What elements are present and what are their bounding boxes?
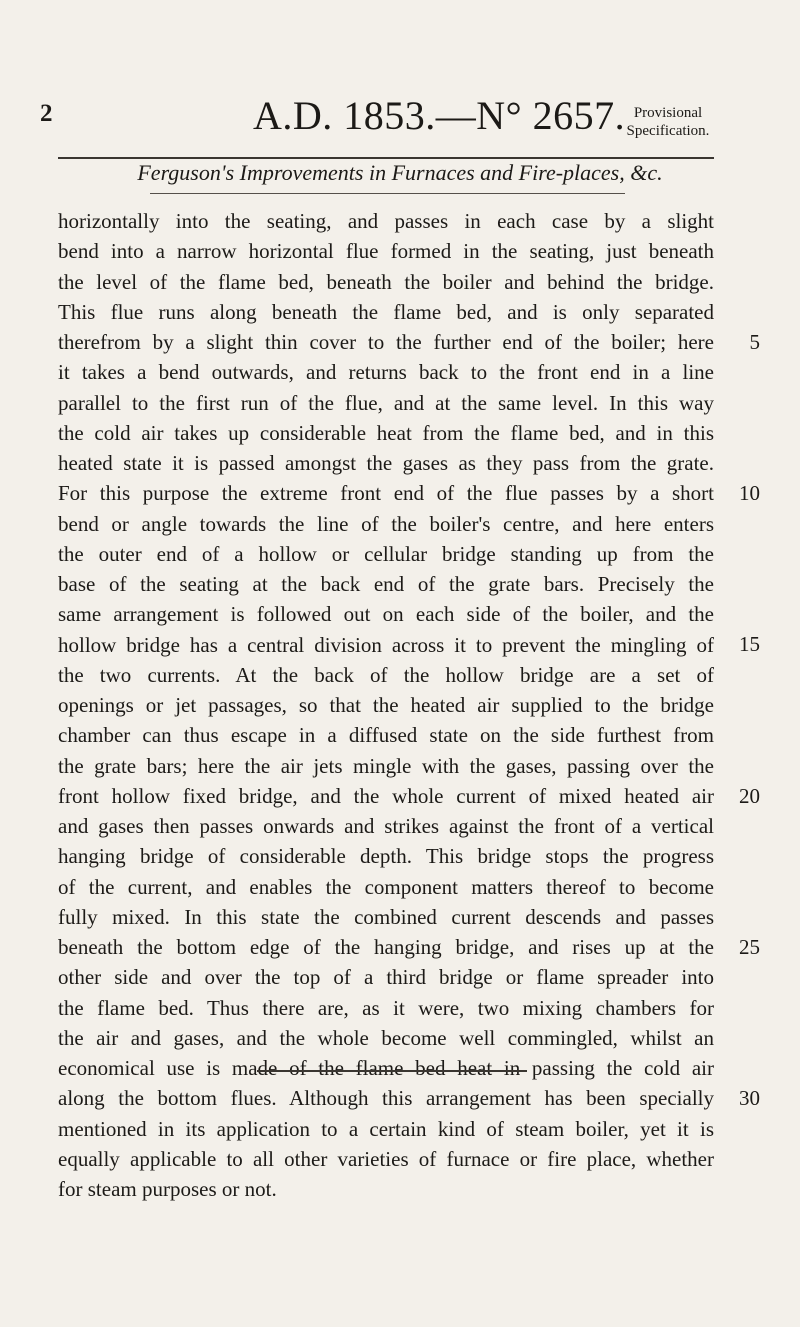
running-head-rule: [150, 193, 625, 194]
specification-type-line-2: Specification.: [626, 123, 710, 139]
text-line: heated state it is passed amongst the gases as they pass from the grate.: [58, 451, 714, 475]
text-line: it takes a bend outwards, and returns back to the front end in a line: [58, 360, 714, 385]
text-line: bend or angle towards the line of the boiler's centre, and here enters: [58, 511, 714, 536]
text-line: horizontally into the seating, and passes in each case by a slight: [58, 209, 714, 233]
text-line: openings or jet passages, so that the heated air supplied to the bridge: [58, 693, 714, 717]
end-rule: [257, 1070, 527, 1072]
text-line: hollow bridge has a central division across it to prevent the mingling of: [58, 632, 714, 657]
text-line: base of the seating at the back end of the grate bars. Precisely the: [58, 572, 714, 596]
text-line: other side and over the top of a third bridge or flame spreader into: [58, 965, 714, 990]
text-line: chamber can thus escape in a diffused state on the side furthest from: [58, 723, 714, 748]
text-line: This flue runs along beneath the flame bed, and is only separated: [58, 299, 714, 324]
line-number: 20: [739, 784, 760, 808]
line-number: 5: [749, 330, 760, 354]
text-line: the cold air takes up considerable heat from the flame bed, and in this: [58, 420, 714, 445]
text-line: the outer end of a hollow or cellular bridge standing up from the: [58, 541, 714, 566]
line-number: 15: [739, 632, 760, 656]
text-line: beneath the bottom edge of the hanging bridge, and rises up at the: [58, 935, 714, 959]
text-line: front hollow fixed bridge, and the whole current of mixed heated air: [58, 783, 714, 808]
text-line: the air and gases, and the whole become well commingled, whilst an: [58, 1025, 714, 1050]
specification-type-line-1: Provisional: [633, 105, 703, 121]
line-number: 25: [739, 935, 760, 959]
text-line: bend into a narrow horizontal flue formed in the seating, just beneath: [58, 239, 714, 264]
page-number: 2: [40, 100, 53, 127]
line-number: 10: [739, 481, 760, 505]
text-line: mentioned in its application to a certain kind of steam boiler, yet it is: [58, 1116, 714, 1141]
text-line: hanging bridge of considerable depth. This bridge stops the progress: [58, 844, 714, 869]
text-line: for steam purposes or not.: [58, 1177, 277, 1201]
text-line: along the bottom flues. Although this arrangement has been specially: [58, 1086, 714, 1111]
text-line: For this purpose the extreme front end of the flue passes by a short: [58, 481, 714, 506]
text-line: and gases then passes onwards and strikes against the front of a vertical: [58, 814, 714, 838]
line-number: 30: [739, 1086, 760, 1110]
text-line: the grate bars; here the air jets mingle with the gases, passing over the: [58, 753, 714, 778]
text-line: same arrangement is followed out on each side of the boiler, and the: [58, 602, 714, 627]
text-line: equally applicable to all other varieties of furnace or fire place, whether: [58, 1146, 714, 1171]
text-line: the flame bed. Thus there are, as it were, two mixing chambers for: [58, 995, 714, 1020]
body-text: [58, 206, 714, 1204]
text-line: the two currents. At the back of the hollow bridge are a set of: [58, 662, 714, 687]
running-head: Ferguson's Improvements in Furnaces and Fire-places, &c.: [137, 160, 663, 185]
text-line: parallel to the first run of the flue, and at the same level. In this way: [58, 390, 714, 415]
header-rule: [58, 157, 714, 159]
text-line: therefrom by a slight thin cover to the further end of the boiler; here: [58, 330, 714, 354]
text-line: fully mixed. In this state the combined current descends and passes: [58, 904, 714, 929]
page-title: A.D. 1853.—N° 2657.: [253, 93, 626, 138]
specification-type: [620, 104, 716, 140]
text-line: of the current, and enables the component matters thereof to become: [58, 874, 714, 899]
text-line: the level of the flame bed, beneath the boiler and behind the bridge.: [58, 269, 714, 294]
text-line: economical use is made of the flame bed heat in passing the cold air: [58, 1056, 714, 1080]
